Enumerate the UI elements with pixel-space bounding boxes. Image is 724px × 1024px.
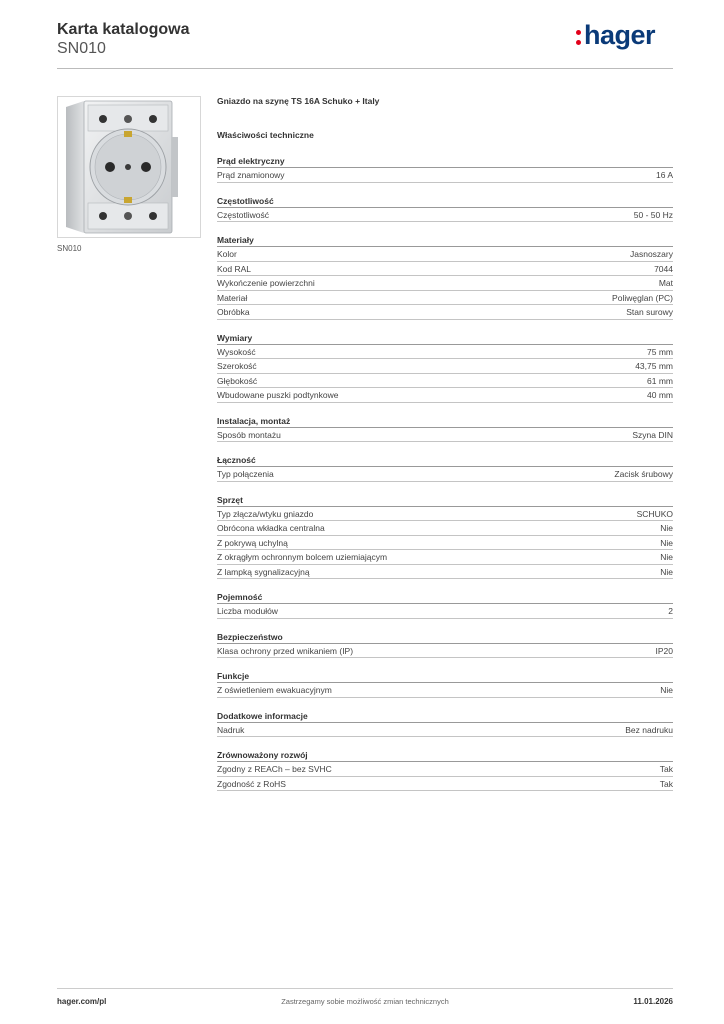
property-label: Szerokość bbox=[217, 361, 257, 371]
property-label: Zgodność z RoHS bbox=[217, 778, 286, 789]
hager-logo bbox=[575, 20, 655, 50]
product-details bbox=[217, 95, 673, 802]
property-value: 7044 bbox=[654, 263, 673, 274]
group-title: Bezpieczeństwo bbox=[217, 630, 673, 644]
property-value: Szyna DIN bbox=[632, 429, 673, 440]
property-value: 16 A bbox=[655, 170, 673, 180]
property-row bbox=[217, 428, 673, 443]
property-value: Tak bbox=[659, 764, 673, 774]
group-title: Zrównoważony rozwój bbox=[217, 748, 673, 762]
property-row bbox=[217, 208, 673, 223]
socket-illustration-icon bbox=[58, 97, 201, 238]
property-label: Typ złącza/wtyku gniazdo bbox=[217, 508, 314, 519]
group-title: Łączność bbox=[217, 453, 673, 467]
property-row bbox=[217, 604, 673, 619]
property-label: Wysokość bbox=[217, 346, 256, 357]
property-group bbox=[217, 493, 673, 580]
property-row bbox=[217, 536, 673, 551]
property-row bbox=[217, 723, 673, 738]
property-row bbox=[217, 262, 673, 277]
property-row bbox=[217, 168, 673, 183]
property-value: IP20 bbox=[655, 645, 673, 656]
group-title: Częstotliwość bbox=[217, 194, 673, 208]
property-value: Nie bbox=[660, 537, 673, 548]
property-row bbox=[217, 644, 673, 659]
group-title: Materiały bbox=[217, 233, 673, 247]
property-row bbox=[217, 507, 673, 522]
property-label: Z pokrywą uchylną bbox=[217, 537, 288, 548]
property-row bbox=[217, 777, 673, 792]
property-label: Liczba modułów bbox=[217, 606, 278, 616]
property-group bbox=[217, 709, 673, 738]
group-title: Sprzęt bbox=[217, 493, 673, 507]
property-row bbox=[217, 762, 673, 777]
property-value: 43,75 mm bbox=[635, 361, 673, 371]
logo-dots-icon bbox=[575, 24, 583, 46]
property-row bbox=[217, 683, 673, 698]
header-divider bbox=[57, 68, 673, 69]
footer-date: 11.01.2026 bbox=[633, 997, 673, 1006]
product-title: Gniazdo na szynę TS 16A Schuko + Italy bbox=[217, 96, 380, 106]
property-row bbox=[217, 565, 673, 580]
property-value: Nie bbox=[660, 523, 673, 533]
property-label: Zgodny z REACh – bez SVHC bbox=[217, 764, 332, 774]
property-label: Kolor bbox=[217, 249, 237, 259]
property-row bbox=[217, 276, 673, 291]
property-value: 2 bbox=[668, 606, 673, 616]
property-row bbox=[217, 345, 673, 360]
group-title: Prąd elektryczny bbox=[217, 154, 673, 168]
group-title: Wymiary bbox=[217, 331, 673, 345]
property-row bbox=[217, 521, 673, 536]
property-value: Jasnoszary bbox=[630, 249, 673, 259]
product-image bbox=[57, 96, 201, 238]
property-label: Częstotliwość bbox=[217, 209, 269, 220]
property-value: 40 mm bbox=[647, 390, 673, 400]
property-value: Poliwęglan (PC) bbox=[612, 292, 673, 303]
property-group bbox=[217, 669, 673, 698]
property-row bbox=[217, 388, 673, 403]
property-group bbox=[217, 331, 673, 403]
property-value: Nie bbox=[660, 685, 673, 695]
property-label: Z oświetleniem ewakuacyjnym bbox=[217, 685, 332, 695]
property-label: Materiał bbox=[217, 292, 248, 303]
property-value: 61 mm bbox=[647, 375, 673, 386]
group-title: Funkcje bbox=[217, 669, 673, 683]
property-value: 50 - 50 Hz bbox=[633, 209, 673, 220]
property-group bbox=[217, 748, 673, 791]
property-label: Klasa ochrony przed wnikaniem (IP) bbox=[217, 645, 354, 656]
property-group bbox=[217, 233, 673, 320]
page-footer bbox=[57, 997, 673, 1011]
property-label: Wbudowane puszki podtynkowe bbox=[217, 390, 339, 400]
logo-text: hager bbox=[583, 20, 655, 50]
property-row bbox=[217, 467, 673, 482]
property-label: Wykończenie powierzchni bbox=[217, 278, 315, 288]
product-code: SN010 bbox=[57, 40, 106, 57]
page-header bbox=[57, 20, 673, 70]
property-value: Stan surowy bbox=[626, 307, 673, 317]
property-row bbox=[217, 374, 673, 389]
property-label: Kod RAL bbox=[217, 263, 252, 274]
property-value: 75 mm bbox=[647, 346, 673, 357]
group-title: Dodatkowe informacje bbox=[217, 709, 673, 723]
property-row bbox=[217, 291, 673, 306]
property-group bbox=[217, 194, 673, 223]
property-group bbox=[217, 414, 673, 443]
property-value: Tak bbox=[659, 778, 673, 789]
properties-heading: Właściwości techniczne bbox=[217, 130, 314, 140]
property-value: Bez nadruku bbox=[625, 724, 673, 735]
property-label: Z okrągłym ochronnym bolcem uziemiającym bbox=[217, 552, 388, 562]
property-value: SCHUKO bbox=[636, 508, 673, 519]
property-label: Obróbka bbox=[217, 307, 250, 317]
property-label: Typ połączenia bbox=[217, 469, 274, 479]
property-label: Sposób montażu bbox=[217, 429, 281, 440]
group-title: Instalacja, montaż bbox=[217, 414, 673, 428]
property-row bbox=[217, 359, 673, 374]
property-groups bbox=[217, 154, 673, 791]
property-label: Nadruk bbox=[217, 724, 245, 735]
property-label: Głębokość bbox=[217, 375, 258, 386]
property-group bbox=[217, 154, 673, 183]
group-title: Pojemność bbox=[217, 590, 673, 604]
image-caption: SN010 bbox=[57, 244, 82, 253]
property-group bbox=[217, 630, 673, 659]
property-value: Zacisk śrubowy bbox=[614, 469, 673, 479]
property-value: Mat bbox=[658, 278, 673, 288]
property-row bbox=[217, 247, 673, 262]
property-label: Obrócona wkładka centralna bbox=[217, 523, 325, 533]
property-group bbox=[217, 590, 673, 619]
property-label: Z lampką sygnalizacyjną bbox=[217, 566, 310, 577]
property-label: Prąd znamionowy bbox=[217, 170, 285, 180]
footer-website-link[interactable]: hager.com/pl bbox=[57, 997, 107, 1006]
property-row bbox=[217, 550, 673, 565]
footer-divider bbox=[57, 988, 673, 989]
property-value: Nie bbox=[660, 552, 673, 562]
property-value: Nie bbox=[660, 566, 673, 577]
document-title: Karta katalogowa bbox=[57, 21, 190, 38]
property-group bbox=[217, 453, 673, 482]
footer-notice: Zastrzegamy sobie możliwość zmian technicznych bbox=[281, 997, 449, 1006]
property-row bbox=[217, 305, 673, 320]
